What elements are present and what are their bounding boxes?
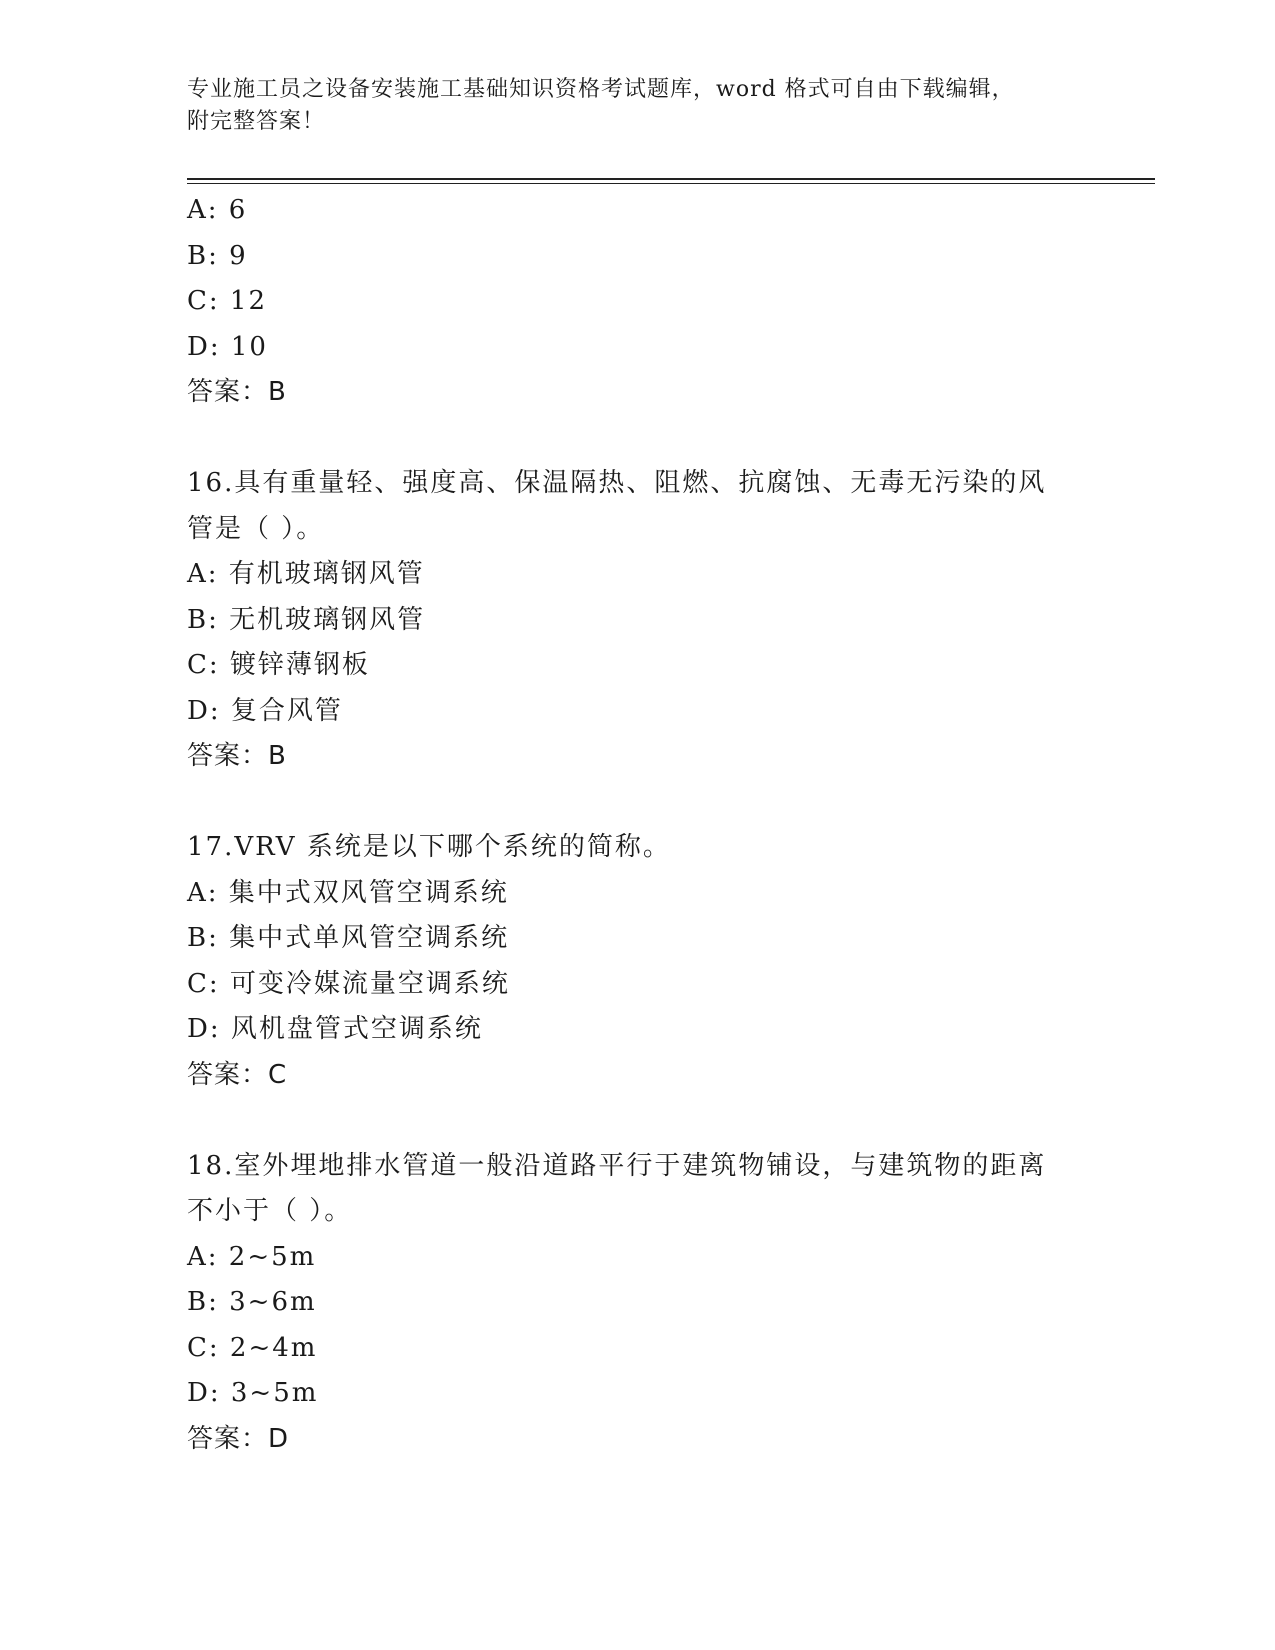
option-b: B: 9 xyxy=(187,240,248,271)
header-line-1: 专业施工员之设备安装施工基础知识资格考试题库，word 格式可自由下载编辑， xyxy=(187,77,1015,102)
question-stem: 18.室外埋地排水管道一般沿道路平行于建筑物铺设，与建筑物的距离 xyxy=(187,1150,1047,1181)
question-stem: 16.具有重量轻、强度高、保温隔热、阻燃、抗腐蚀、无毒无污染的风 xyxy=(187,468,1047,498)
question-16 xyxy=(187,461,1087,780)
option-b: B: 集中式单风管空调系统 xyxy=(187,923,510,953)
option-d: D: 风机盘管式空调系统 xyxy=(187,1014,483,1044)
question-stem-continued: 管是（ ）。 xyxy=(187,513,325,544)
header-line-2: 附完整答案！ xyxy=(187,109,326,134)
header-divider-thin xyxy=(187,183,1155,184)
question-15 xyxy=(187,188,1087,416)
question-list xyxy=(187,188,1087,1462)
option-a: A: 2~5m xyxy=(187,1241,317,1272)
option-b: B: 3~6m xyxy=(187,1287,317,1317)
option-c: C: 2~4m xyxy=(187,1332,318,1363)
question-18 xyxy=(187,1144,1087,1463)
option-c: C: 可变冷媒流量空调系统 xyxy=(187,968,510,999)
answer: 答案：B xyxy=(187,377,287,407)
question-stem: 17.VRV 系统是以下哪个系统的简称。 xyxy=(187,832,671,862)
option-d: D: 10 xyxy=(187,331,268,362)
answer: 答案：B xyxy=(187,741,287,771)
header-divider-thick xyxy=(187,178,1155,180)
option-a: A: 集中式双风管空调系统 xyxy=(187,877,509,908)
question-17 xyxy=(187,825,1087,1098)
option-a: A: 6 xyxy=(187,195,248,225)
answer: 答案：C xyxy=(187,1059,288,1090)
option-d: D: 3~5m xyxy=(187,1378,319,1408)
option-d: D: 复合风管 xyxy=(187,695,343,726)
question-stem-continued: 不小于（ ）。 xyxy=(187,1196,353,1226)
option-c: C: 12 xyxy=(187,286,268,316)
option-a: A: 有机玻璃钢风管 xyxy=(187,559,425,589)
document-header xyxy=(187,74,1067,138)
option-c: C: 镀锌薄钢板 xyxy=(187,650,370,680)
answer: 答案：D xyxy=(187,1423,290,1454)
option-b: B: 无机玻璃钢风管 xyxy=(187,604,426,635)
